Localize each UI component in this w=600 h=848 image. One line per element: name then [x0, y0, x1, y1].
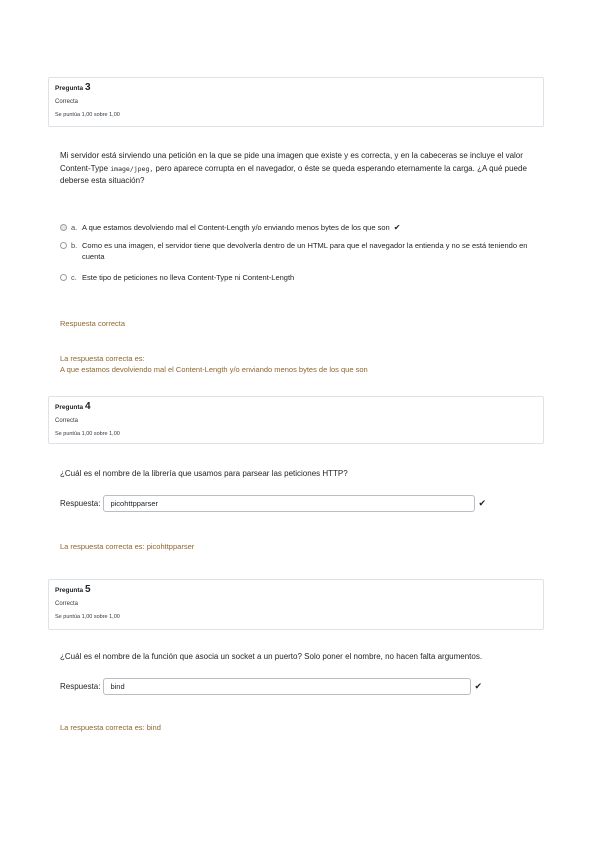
- answer-row: [60, 495, 486, 512]
- right-answer: La respuesta correcta es: bind: [60, 723, 161, 732]
- question-4-info: [48, 396, 544, 444]
- question-5-info: [48, 579, 544, 630]
- answer-input[interactable]: bind: [103, 678, 471, 695]
- question-grade: Se puntúa 1,00 sobre 1,00: [55, 614, 120, 620]
- correct-check-icon: ✔: [478, 498, 487, 508]
- question-3-info: [48, 77, 544, 127]
- option-b[interactable]: b. Como es una imagen, el servidor tiene que devolverla dentro de un HTML para que el navegador la entienda y no se está teniendo en cuenta: [60, 240, 540, 262]
- radio-option-c[interactable]: [60, 274, 67, 281]
- question-4-text: ¿Cuál es el nombre de la librería que usamos para parsear las peticiones HTTP?: [60, 469, 348, 478]
- question-number: Pregunta 3: [55, 82, 91, 93]
- question-3-text: Mi servidor está sirviendo una petición en la que se pide una imagen que existe y es correcta, y en la cabeceras se incluye el valor Content-Type image/jpeg, pero aparece corrupta en el navegador, o éste se queda esperando eternamente la carga. ¿A qué puede deberse esta situación?: [60, 151, 527, 185]
- question-state: Correcta: [55, 601, 79, 607]
- question-state: Correcta: [55, 99, 79, 105]
- right-answer-label: La respuesta correcta es:: [60, 354, 145, 363]
- right-answer: La respuesta correcta es: picohttpparser: [60, 542, 195, 551]
- answer-input[interactable]: picohttpparser: [103, 495, 475, 512]
- question-grade: Se puntúa 1,00 sobre 1,00: [55, 431, 120, 437]
- answer-label: Respuesta:: [60, 682, 101, 691]
- question-number: Pregunta 5: [55, 584, 91, 595]
- question-grade: Se puntúa 1,00 sobre 1,00: [55, 112, 120, 118]
- answer-label: Respuesta:: [60, 499, 101, 508]
- radio-option-b[interactable]: [60, 242, 67, 249]
- correct-check-icon: ✔: [393, 223, 401, 232]
- right-answer: A que estamos devolviendo mal el Content-Length y/o enviando menos bytes de los que son: [60, 365, 368, 374]
- radio-option-a[interactable]: [60, 224, 67, 231]
- general-feedback: Respuesta correcta: [60, 319, 126, 328]
- question-5-text: ¿Cuál es el nombre de la función que asocia un socket a un puerto? Solo poner el nombre, no hacen falta argumentos.: [60, 652, 483, 661]
- question-number: Pregunta 4: [55, 401, 91, 412]
- option-c[interactable]: c. Este tipo de peticiones no lleva Content-Type ni Content-Length: [60, 272, 540, 283]
- question-state: Correcta: [55, 418, 79, 424]
- code-snippet: image/jpeg,: [110, 164, 154, 173]
- correct-check-icon: ✔: [474, 681, 483, 691]
- answer-row: [60, 678, 482, 695]
- option-a[interactable]: a. A que estamos devolviendo mal el Content-Length y/o enviando menos bytes de los que son ✔: [60, 222, 540, 233]
